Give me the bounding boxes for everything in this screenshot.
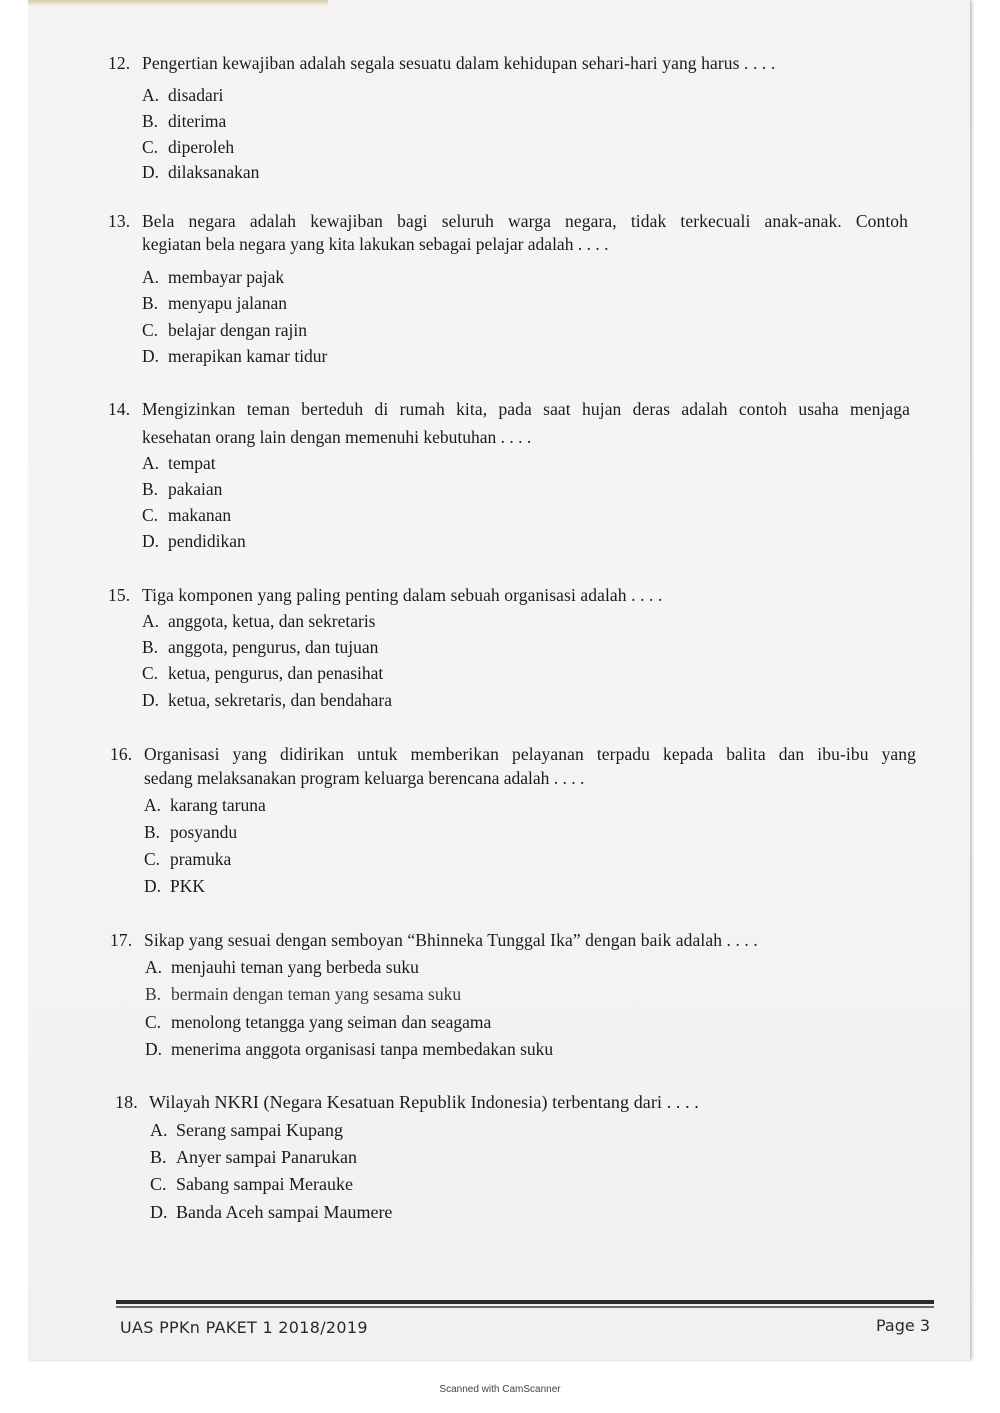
option-a (145, 955, 419, 979)
option-text: posyandu (170, 822, 238, 842)
option-c (142, 661, 383, 685)
question-number: 13. (108, 211, 131, 231)
option-letter: B. (142, 293, 159, 313)
option-letter: C. (142, 137, 159, 157)
option-b (142, 635, 378, 659)
option-text: membayar pajak (168, 267, 285, 287)
option-text: ketua, pengurus, dan penasihat (168, 663, 384, 683)
option-text: bermain dengan teman yang sesama suku (171, 984, 462, 1004)
option-letter: C. (142, 320, 159, 340)
option-letter: A. (142, 453, 160, 473)
question-text (110, 927, 758, 953)
question-text (108, 396, 910, 422)
option-text: makanan (168, 505, 232, 525)
option-letter: C. (142, 505, 159, 525)
question-text (108, 582, 662, 608)
option-text: diterima (168, 111, 227, 131)
option-text: menolong tetangga yang seiman dan seagama (171, 1012, 492, 1032)
option-text: menerima anggota organisasi tanpa membedakan suku (171, 1039, 554, 1059)
option-c (142, 503, 231, 527)
option-b (150, 1145, 357, 1169)
option-b (142, 477, 222, 501)
option-letter: D. (142, 531, 160, 551)
option-d (142, 688, 392, 712)
option-text: tempat (168, 453, 216, 473)
option-text: pakaian (168, 479, 223, 499)
scanner-watermark: Scanned with CamScanner (439, 1384, 561, 1395)
option-letter: B. (142, 111, 159, 131)
question-number: 12. (108, 53, 131, 73)
option-text: pramuka (170, 849, 232, 869)
option-a (142, 609, 376, 633)
option-a (142, 265, 284, 289)
option-letter: D. (142, 162, 160, 182)
question-stem-line2: kegiatan bela negara yang kita lakukan sebagai pelajar adalah . . . . (142, 234, 609, 254)
option-letter: C. (150, 1174, 167, 1194)
footer-exam-title: UAS PPKn PAKET 1 2018/2019 (120, 1318, 368, 1337)
option-letter: D. (150, 1202, 168, 1222)
option-text: Anyer sampai Panarukan (176, 1147, 357, 1167)
question-text (108, 208, 908, 234)
option-text: menjauhi teman yang berbeda suku (171, 957, 419, 977)
question-stem: Sikap yang sesuai dengan semboyan “Bhinneka Tunggal Ika” dengan baik adalah . . . . (144, 930, 758, 950)
question-stem: Mengizinkan teman berteduh di rumah kita, pada saat hujan deras adalah contoh usaha menjaga (142, 399, 910, 419)
option-text: Banda Aceh sampai Maumere (176, 1202, 393, 1222)
option-letter: A. (142, 85, 160, 105)
question-number: 14. (108, 399, 131, 419)
question-stem: Pengertian kewajiban adalah segala sesuatu dalam kehidupan sehari-hari yang harus . . . . (142, 53, 776, 73)
option-letter: B. (142, 479, 159, 499)
option-text: ketua, sekretaris, dan bendahara (168, 690, 392, 710)
option-letter: B. (150, 1147, 167, 1167)
option-letter: D. (145, 1039, 163, 1059)
option-text: diperoleh (168, 137, 235, 157)
paper-edge (28, 0, 328, 6)
option-a (142, 451, 216, 475)
option-a (142, 83, 223, 107)
question-number: 17. (110, 930, 133, 950)
option-letter: B. (144, 822, 161, 842)
option-text: anggota, pengurus, dan tujuan (168, 637, 379, 657)
page-number: Page 3 (876, 1316, 930, 1335)
footer-rule (116, 1300, 934, 1304)
option-d (150, 1200, 392, 1224)
option-text: dilaksanakan (168, 162, 260, 182)
option-d (142, 529, 246, 553)
question-text (108, 50, 775, 76)
option-a (144, 793, 266, 817)
footer-rule-thin (116, 1306, 934, 1308)
option-b (145, 982, 461, 1006)
option-letter: C. (142, 663, 159, 683)
option-text: disadari (168, 85, 224, 105)
option-b (142, 109, 226, 133)
option-text: Serang sampai Kupang (176, 1120, 343, 1140)
option-letter: C. (144, 849, 161, 869)
option-letter: D. (144, 876, 162, 896)
option-d (142, 160, 259, 184)
question-number: 18. (115, 1092, 138, 1112)
option-text: karang taruna (170, 795, 266, 815)
option-letter: D. (142, 690, 160, 710)
option-letter: A. (142, 267, 160, 287)
option-text: merapikan kamar tidur (168, 346, 328, 366)
option-letter: A. (142, 611, 160, 631)
option-letter: B. (145, 984, 162, 1004)
option-letter: C. (145, 1012, 162, 1032)
option-c (150, 1172, 353, 1196)
option-b (142, 291, 287, 315)
option-text: anggota, ketua, dan sekretaris (168, 611, 376, 631)
option-c (142, 135, 234, 159)
option-letter: D. (142, 346, 160, 366)
question-stem: Tiga komponen yang paling penting dalam sebuah organisasi adalah . . . . (142, 585, 663, 605)
option-text: Sabang sampai Merauke (176, 1174, 353, 1194)
option-letter: A. (150, 1120, 168, 1140)
option-d (145, 1037, 553, 1061)
question-text (110, 741, 916, 767)
question-stem-line2: sedang melaksanakan program keluarga berencana adalah . . . . (144, 768, 585, 788)
option-c (145, 1010, 491, 1034)
question-number: 15. (108, 585, 131, 605)
option-text: PKK (170, 876, 206, 896)
option-letter: A. (145, 957, 163, 977)
option-b (144, 820, 237, 844)
option-c (142, 318, 307, 342)
question-stem-line2: kesehatan orang lain dengan memenuhi kebutuhan . . . . (142, 427, 532, 447)
option-d (142, 344, 327, 368)
question-text (115, 1089, 699, 1115)
option-c (144, 847, 231, 871)
option-a (150, 1118, 343, 1142)
question-stem: Wilayah NKRI (Negara Kesatuan Republik Indonesia) terbentang dari . . . . (149, 1092, 699, 1112)
question-number: 16. (110, 744, 133, 764)
option-text: menyapu jalanan (168, 293, 288, 313)
option-d (144, 874, 205, 898)
question-stem: Bela negara adalah kewajiban bagi seluruh warga negara, tidak terkecuali anak-anak. Contoh (142, 211, 908, 231)
option-text: belajar dengan rajin (168, 320, 307, 340)
option-letter: A. (144, 795, 162, 815)
option-text: pendidikan (168, 531, 246, 551)
option-letter: B. (142, 637, 159, 657)
question-stem: Organisasi yang didirikan untuk memberikan pelayanan terpadu kepada balita dan ibu-ibu yang (144, 744, 916, 764)
